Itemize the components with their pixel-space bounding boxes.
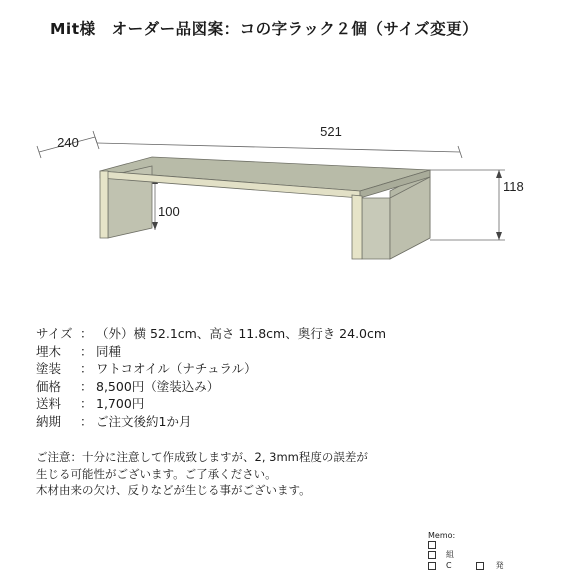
memo-checkbox[interactable] <box>428 541 436 549</box>
memo-label: Memo: <box>428 531 456 540</box>
spec-row: 納期 ： ご注文後約1か月 <box>36 413 192 429</box>
page-title: Mit様 オーダー品図案：コの字ラック２個（サイズ変更） <box>50 20 479 38</box>
inner-height-label: 100 <box>158 204 180 219</box>
note-line: ご注意：十分に注意して作成致しますが、2, 3mm程度の誤差が <box>36 450 368 464</box>
spec-row: 送料 ： 1,700円 <box>36 396 145 411</box>
note-line: 木材由来の欠け、反りなどが生じる事がございます。 <box>36 483 311 497</box>
memo-checkbox[interactable] <box>476 562 484 570</box>
spec-row: 価格 ： 8,500円（塗装込み） <box>36 378 220 394</box>
left-leg-edge <box>100 171 108 238</box>
width-dimension-line <box>97 143 460 152</box>
depth-label: 240 <box>57 135 79 150</box>
spec-row: 埋木 ： 同種 <box>36 343 122 359</box>
caution-notes <box>36 449 368 499</box>
note-line: 生じる可能性がございます。ご了承ください。 <box>36 466 277 481</box>
right-leg-face <box>362 198 390 259</box>
right-leg-edge <box>352 195 362 259</box>
height-label: 118 <box>503 179 524 194</box>
width-label: 521 <box>320 124 342 139</box>
spec-row: サイズ ： （外）横 52.1cm、高さ 11.8cm、奥行き 24.0cm <box>36 326 387 341</box>
memo-box: Memo: 組 C 発 <box>428 531 504 570</box>
memo-checkbox[interactable] <box>428 551 436 559</box>
memo-checkbox[interactable] <box>428 562 436 570</box>
spec-list <box>36 325 386 430</box>
spec-row: 塗装 ： ワトコオイル（ナチュラル） <box>36 361 257 376</box>
